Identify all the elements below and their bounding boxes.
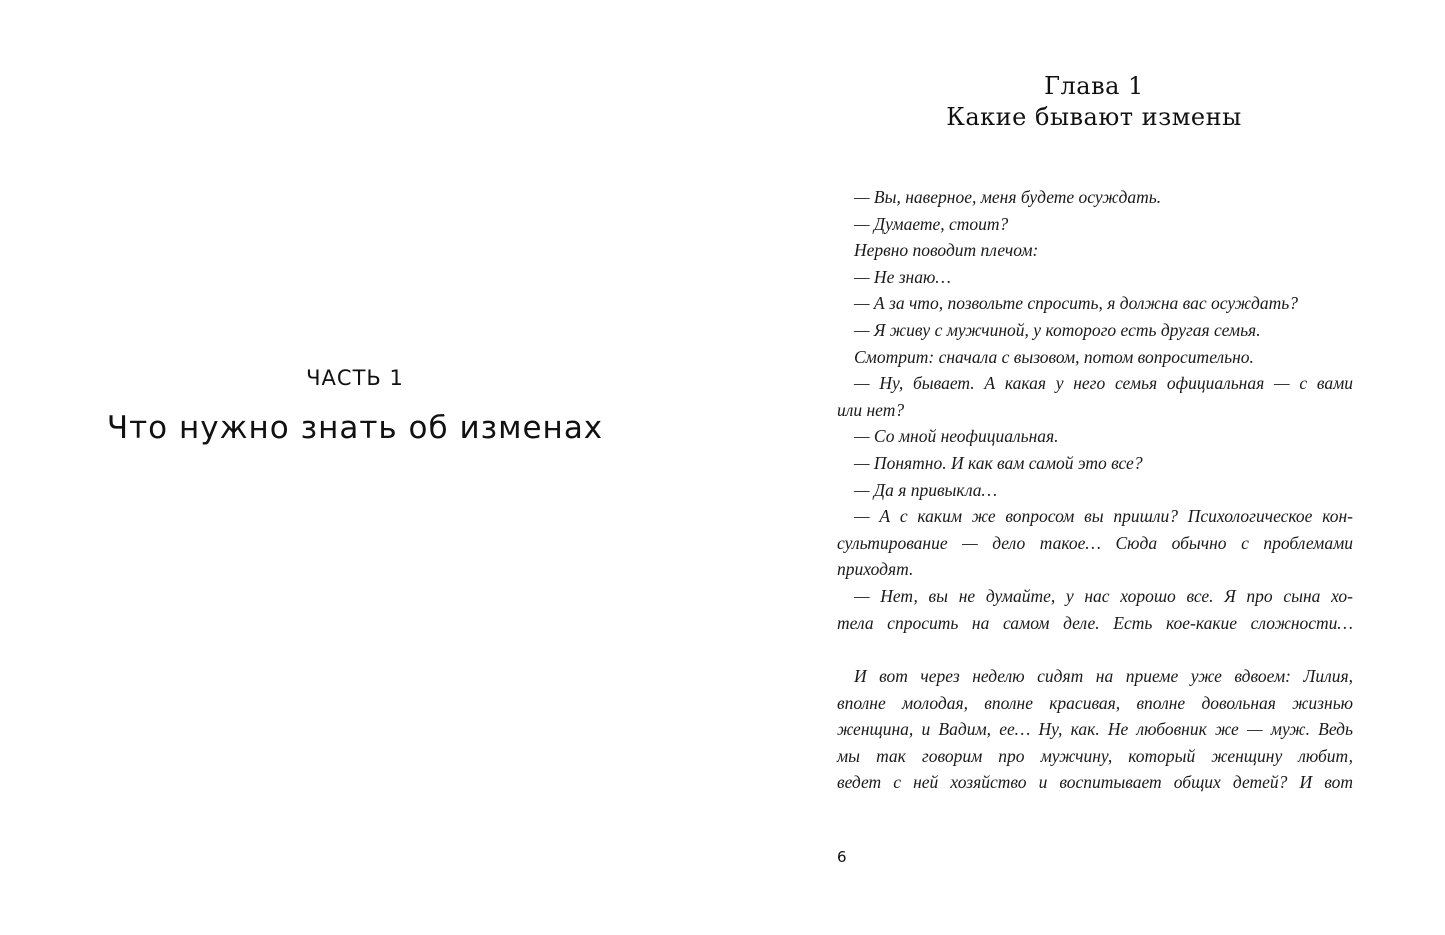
left-page <box>0 0 722 935</box>
text-line: сультирование — дело такое… Сюда обычно с проблемами <box>837 532 1353 553</box>
text-line: — А с каким же вопросом вы пришли? Психологическое кон- <box>854 506 1353 527</box>
text-line: — Думаете, стоит? <box>854 213 1009 234</box>
chapter-title: Какие бывают измены <box>946 103 1242 131</box>
chapter-number: Глава 1 <box>1044 72 1144 100</box>
paragraph-gap <box>837 636 1353 663</box>
text-line: — Понятно. И как вам самой это все? <box>854 452 1143 473</box>
text-line: — Да я привыкла… <box>854 479 998 500</box>
text-line: И вот через неделю сидят на приеме уже вдвоем: Лилия, <box>854 666 1353 687</box>
page-number: 6 <box>837 848 847 866</box>
text-line: приходят. <box>837 559 914 580</box>
text-line: или нет? <box>837 399 905 420</box>
text-line: — А за что, позвольте спросить, я должна вас осуждать? <box>854 293 1298 314</box>
part-label: ЧАСТЬ 1 <box>306 366 404 390</box>
text-line: — Я живу с мужчиной, у которого есть другая семья. <box>854 319 1261 340</box>
text-line: ведет с ней хозяйство и воспитывает общих детей? И вот <box>837 772 1353 793</box>
text-line: Смотрит: сначала с вызовом, потом вопросительно. <box>854 346 1254 367</box>
right-page <box>722 0 1445 935</box>
part-title: Что нужно знать об изменах <box>106 410 604 446</box>
text-line: — Вы, наверное, меня будете осуждать. <box>854 187 1162 207</box>
text-line: вполне молодая, вполне красивая, вполне довольная жизнью <box>837 692 1353 713</box>
text-line: женщина, и Вадим, ее… Ну, как. Не любовник же — муж. Ведь <box>837 719 1353 740</box>
text-line: — Не знаю… <box>854 266 951 287</box>
text-line: мы так говорим про мужчину, который женщину любит, <box>837 745 1353 766</box>
text-line: — Нет, вы не думайте, у нас хорошо все. Я про сына хо- <box>854 585 1353 606</box>
body-text <box>837 184 1353 796</box>
text-line: — Ну, бывает. А какая у него семья официальная — с вами <box>854 373 1353 394</box>
text-line: — Со мной неофициальная. <box>854 426 1059 447</box>
text-line: тела спросить на самом деле. Есть кое-какие сложности… <box>837 612 1353 633</box>
text-line: Нервно поводит плечом: <box>854 240 1039 261</box>
